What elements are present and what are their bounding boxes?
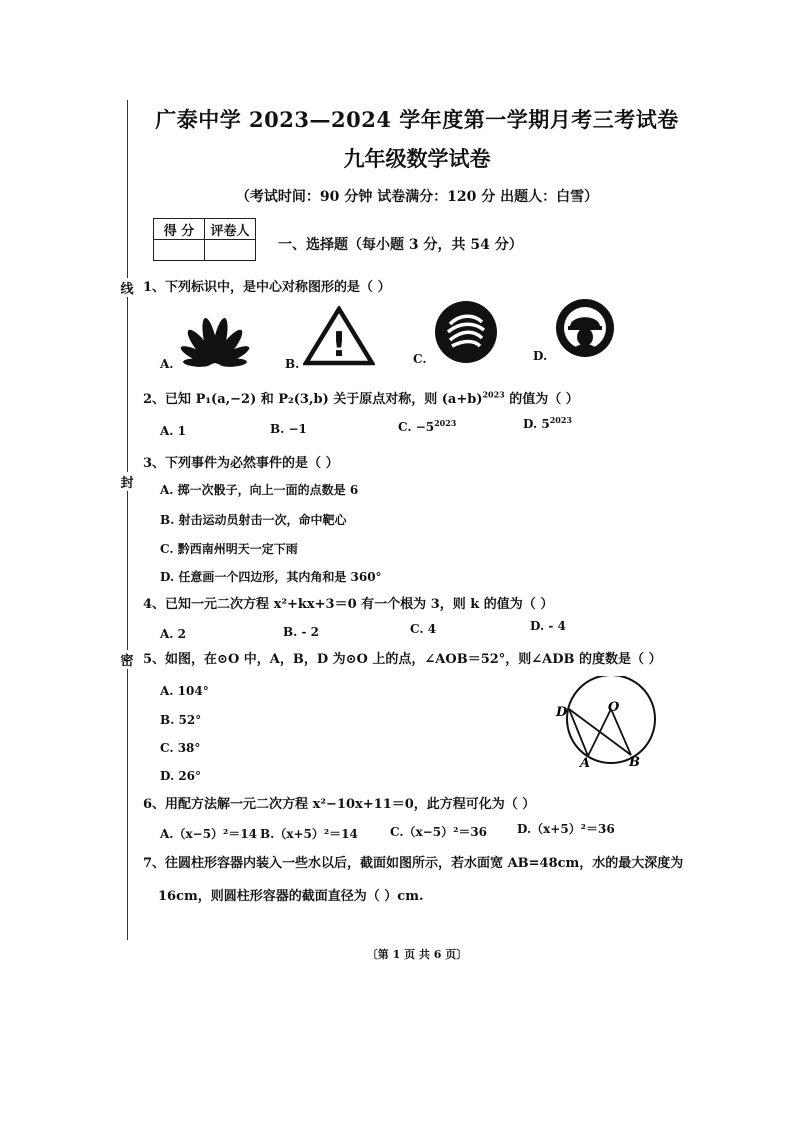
label-d: D — [556, 705, 568, 720]
q2-option-d — [523, 415, 572, 431]
question-4-stem: 4、已知一元二次方程 x²+kx+3＝0 有一个根为 3，则 k 的值为（ ） — [143, 597, 554, 612]
q5-option-a: A. 104° — [160, 684, 209, 698]
q4-option-a: A. 2 — [160, 627, 187, 641]
q6-option-b: B.（x+5）²＝14 — [260, 827, 358, 841]
question-1-stem: 1、下列标识中，是中心对称图形的是（ ） — [143, 280, 391, 295]
q5-option-b: B. 52° — [160, 713, 202, 727]
circle-figure — [552, 676, 662, 768]
grader-header: 评卷人 — [205, 219, 256, 240]
q2-stem-suffix: 的值为（ ） — [504, 392, 579, 407]
question-6-stem: 6、用配方法解一元二次方程 x²−10x+11＝0，此方程可化为（ ） — [143, 797, 536, 812]
side-mark-feng: 封 — [118, 472, 136, 491]
q2-option-d-base: D. 5 — [523, 417, 550, 431]
question-3-stem: 3、下列事件为必然事件的是（ ） — [143, 456, 339, 471]
section-heading: 一、选择题（每小题 3 分，共 54 分） — [278, 237, 523, 253]
score-table — [153, 218, 256, 261]
question-2-stem — [143, 388, 579, 407]
q3-option-c: C. 黔西南州明天一定下雨 — [160, 542, 298, 556]
question-7-line-1: 7、往圆柱形容器内装入一些水以后，截面如图所示，若水面宽 AB=48cm，水的最大深度为 — [143, 856, 684, 871]
q1-option-d: D. — [533, 349, 548, 363]
q6-option-c: C.（x−5）²＝36 — [390, 825, 488, 839]
warning-mark: ! — [331, 325, 347, 365]
warning-triangle-icon — [303, 306, 375, 366]
q4-option-c: C. 4 — [410, 622, 437, 636]
q6-option-d: D.（x+5）²＝36 — [517, 822, 615, 836]
label-o: O — [608, 700, 620, 715]
segment-oa — [588, 709, 611, 756]
q1-option-b: B. — [285, 357, 300, 371]
china-mobile-logo-icon — [434, 300, 498, 364]
exam-info: （考试时间：90 分钟 试卷满分：120 分 出题人：白雪） — [235, 189, 599, 205]
question-5-stem: 5、如图，在⊙O 中，A，B，D 为⊙O 上的点，∠AOB＝52°，则∠ADB 的度数是（ ） — [143, 652, 662, 667]
question-7-line-2: 16cm，则圆柱形容器的截面直径为（ ）cm. — [158, 889, 424, 904]
score-header: 得 分 — [154, 219, 205, 240]
q1-option-c: C. — [413, 352, 427, 366]
label-a: A — [580, 756, 591, 768]
q6-option-a: A.（x−5）²＝14 — [160, 827, 258, 841]
q3-option-a: A. 掷一次骰子，向上一面的点数是 6 — [160, 483, 359, 497]
exam-subtitle: 九年级数学试卷 — [343, 146, 491, 171]
side-mark-mi: 密 — [118, 650, 136, 669]
q2-stem-exponent: 2023 — [482, 389, 505, 400]
q2-option-a: A. 1 — [160, 424, 187, 438]
huawei-logo-icon — [180, 312, 250, 368]
q2-option-c-exponent: 2023 — [434, 418, 457, 428]
q4-option-b: B. - 2 — [283, 625, 320, 639]
grader-cell — [205, 240, 256, 261]
q5-option-c: C. 38° — [160, 741, 201, 755]
q4-option-d: D. - 4 — [530, 619, 566, 633]
q2-option-c-base: C. −5 — [398, 420, 435, 434]
binding-line — [127, 100, 128, 940]
q2-option-b: B. −1 — [270, 422, 307, 436]
q5-option-d: D. 26° — [160, 769, 202, 783]
q2-option-d-exponent: 2023 — [549, 415, 572, 425]
side-mark-xian: 线 — [118, 278, 136, 297]
safety-helmet-sign-icon — [555, 298, 615, 358]
label-b: B — [629, 755, 640, 768]
exam-title: 广泰中学 2023—2024 学年度第一学期月考三考试卷 — [155, 107, 679, 132]
q2-stem-prefix: 2、已知 P₁(a,−2) 和 P₂(3,b) 关于原点对称，则 (a+b) — [143, 392, 483, 407]
page-footer: 〔第 1 页 共 6 页〕 — [366, 948, 468, 961]
q3-option-b: B. 射击运动员射击一次，命中靶心 — [160, 513, 347, 527]
score-cell — [154, 240, 205, 261]
q3-option-d: D. 任意画一个四边形，其内角和是 360° — [160, 570, 382, 584]
q1-option-a: A. — [160, 357, 174, 371]
q2-option-c — [398, 418, 456, 434]
